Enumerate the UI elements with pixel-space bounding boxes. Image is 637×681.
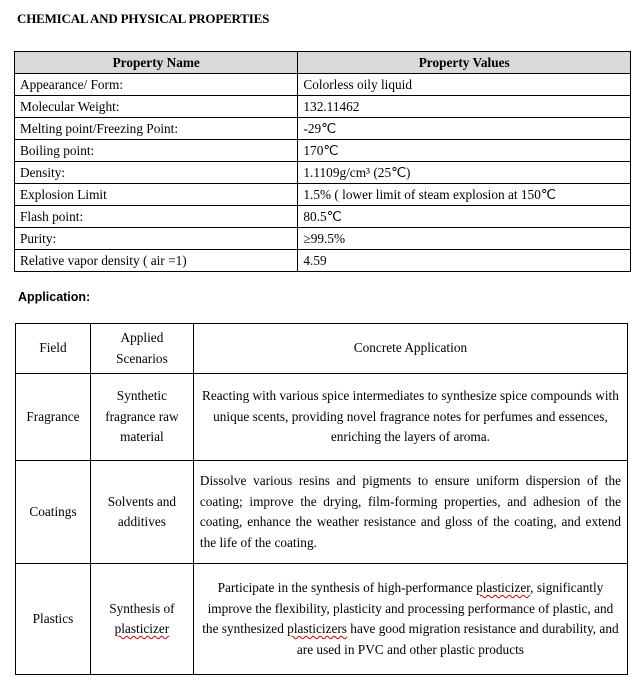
column-header: Field [16, 324, 91, 374]
property-name: Purity: [15, 228, 298, 250]
property-name: Relative vapor density ( air =1) [15, 250, 298, 272]
property-name: Melting point/Freezing Point: [15, 118, 298, 140]
table-row [15, 228, 631, 250]
table-row [16, 461, 628, 564]
property-value: 4.59 [298, 250, 631, 272]
table-row [15, 140, 631, 162]
property-value: -29℃ [298, 118, 631, 140]
property-name: Flash point: [15, 206, 298, 228]
column-header: Concrete Application [193, 324, 627, 374]
table-row [15, 250, 631, 272]
property-value: 1.1109g/cm³ (25℃) [298, 162, 631, 184]
concrete-cell: Reacting with various spice intermediates to synthesize spice compounds with unique scents, providing novel fragrance notes for perfumes and essences, enriching the layers of aroma. [193, 374, 627, 461]
properties-table [14, 51, 631, 272]
table-header-row [16, 324, 628, 374]
spellcheck-word: plasticizer [476, 580, 531, 595]
property-name: Explosion Limit [15, 184, 298, 206]
property-value: 80.5℃ [298, 206, 631, 228]
concrete-cell [193, 564, 627, 675]
field-cell: Fragrance [16, 374, 91, 461]
spellcheck-word: plasticizer [114, 621, 170, 636]
concrete-text: , significantly improve the flexibility, plasticity and processing performance of plastic, and the synthesized [202, 580, 614, 636]
table-row [15, 118, 631, 140]
column-header-text: Applied Scenarios [116, 330, 168, 366]
property-name: Appearance/ Form: [15, 74, 298, 96]
table-row [15, 74, 631, 96]
concrete-text: have good migration resistance and durability, and are used in PVC and other plastic products [296, 621, 619, 657]
scenario-cell: Synthetic fragrance raw material [90, 374, 193, 461]
property-value: ≥99.5% [298, 228, 631, 250]
field-cell: Coatings [16, 461, 91, 564]
table-row [16, 564, 628, 675]
property-value: Colorless oily liquid [298, 74, 631, 96]
column-header: Property Values [298, 52, 631, 74]
table-header-row [15, 52, 631, 74]
scenario-cell: Solvents and additives [90, 461, 193, 564]
scenario-text: Synthesis of [109, 600, 175, 616]
table-row [16, 374, 628, 461]
concrete-cell: Dissolve various resins and pigments to ensure uniform dispersion of the coating; improve the drying, film-forming properties, and adhesion of the coating, enhance the weather resistance and gloss of the coating, and extend the life of the coating. [193, 461, 627, 564]
table-row [15, 206, 631, 228]
property-name: Boiling point: [15, 140, 298, 162]
column-header [90, 324, 193, 374]
table-row [15, 96, 631, 118]
property-value: 1.5% ( lower limit of steam explosion at 150℃ [298, 184, 631, 206]
property-value: 132.11462 [298, 96, 631, 118]
scenario-cell [90, 564, 193, 675]
spellcheck-word: plasticizers [287, 621, 347, 636]
column-header: Property Name [15, 52, 298, 74]
concrete-text: Participate in the synthesis of high-performance [217, 580, 477, 595]
application-heading: Application: [18, 290, 91, 304]
property-value: 170℃ [298, 140, 631, 162]
table-row [15, 184, 631, 206]
section-title: CHEMICAL AND PHYSICAL PROPERTIES [17, 11, 270, 26]
field-cell: Plastics [16, 564, 91, 675]
application-table [15, 323, 628, 675]
property-name: Molecular Weight: [15, 96, 298, 118]
table-row [15, 162, 631, 184]
property-name: Density: [15, 162, 298, 184]
